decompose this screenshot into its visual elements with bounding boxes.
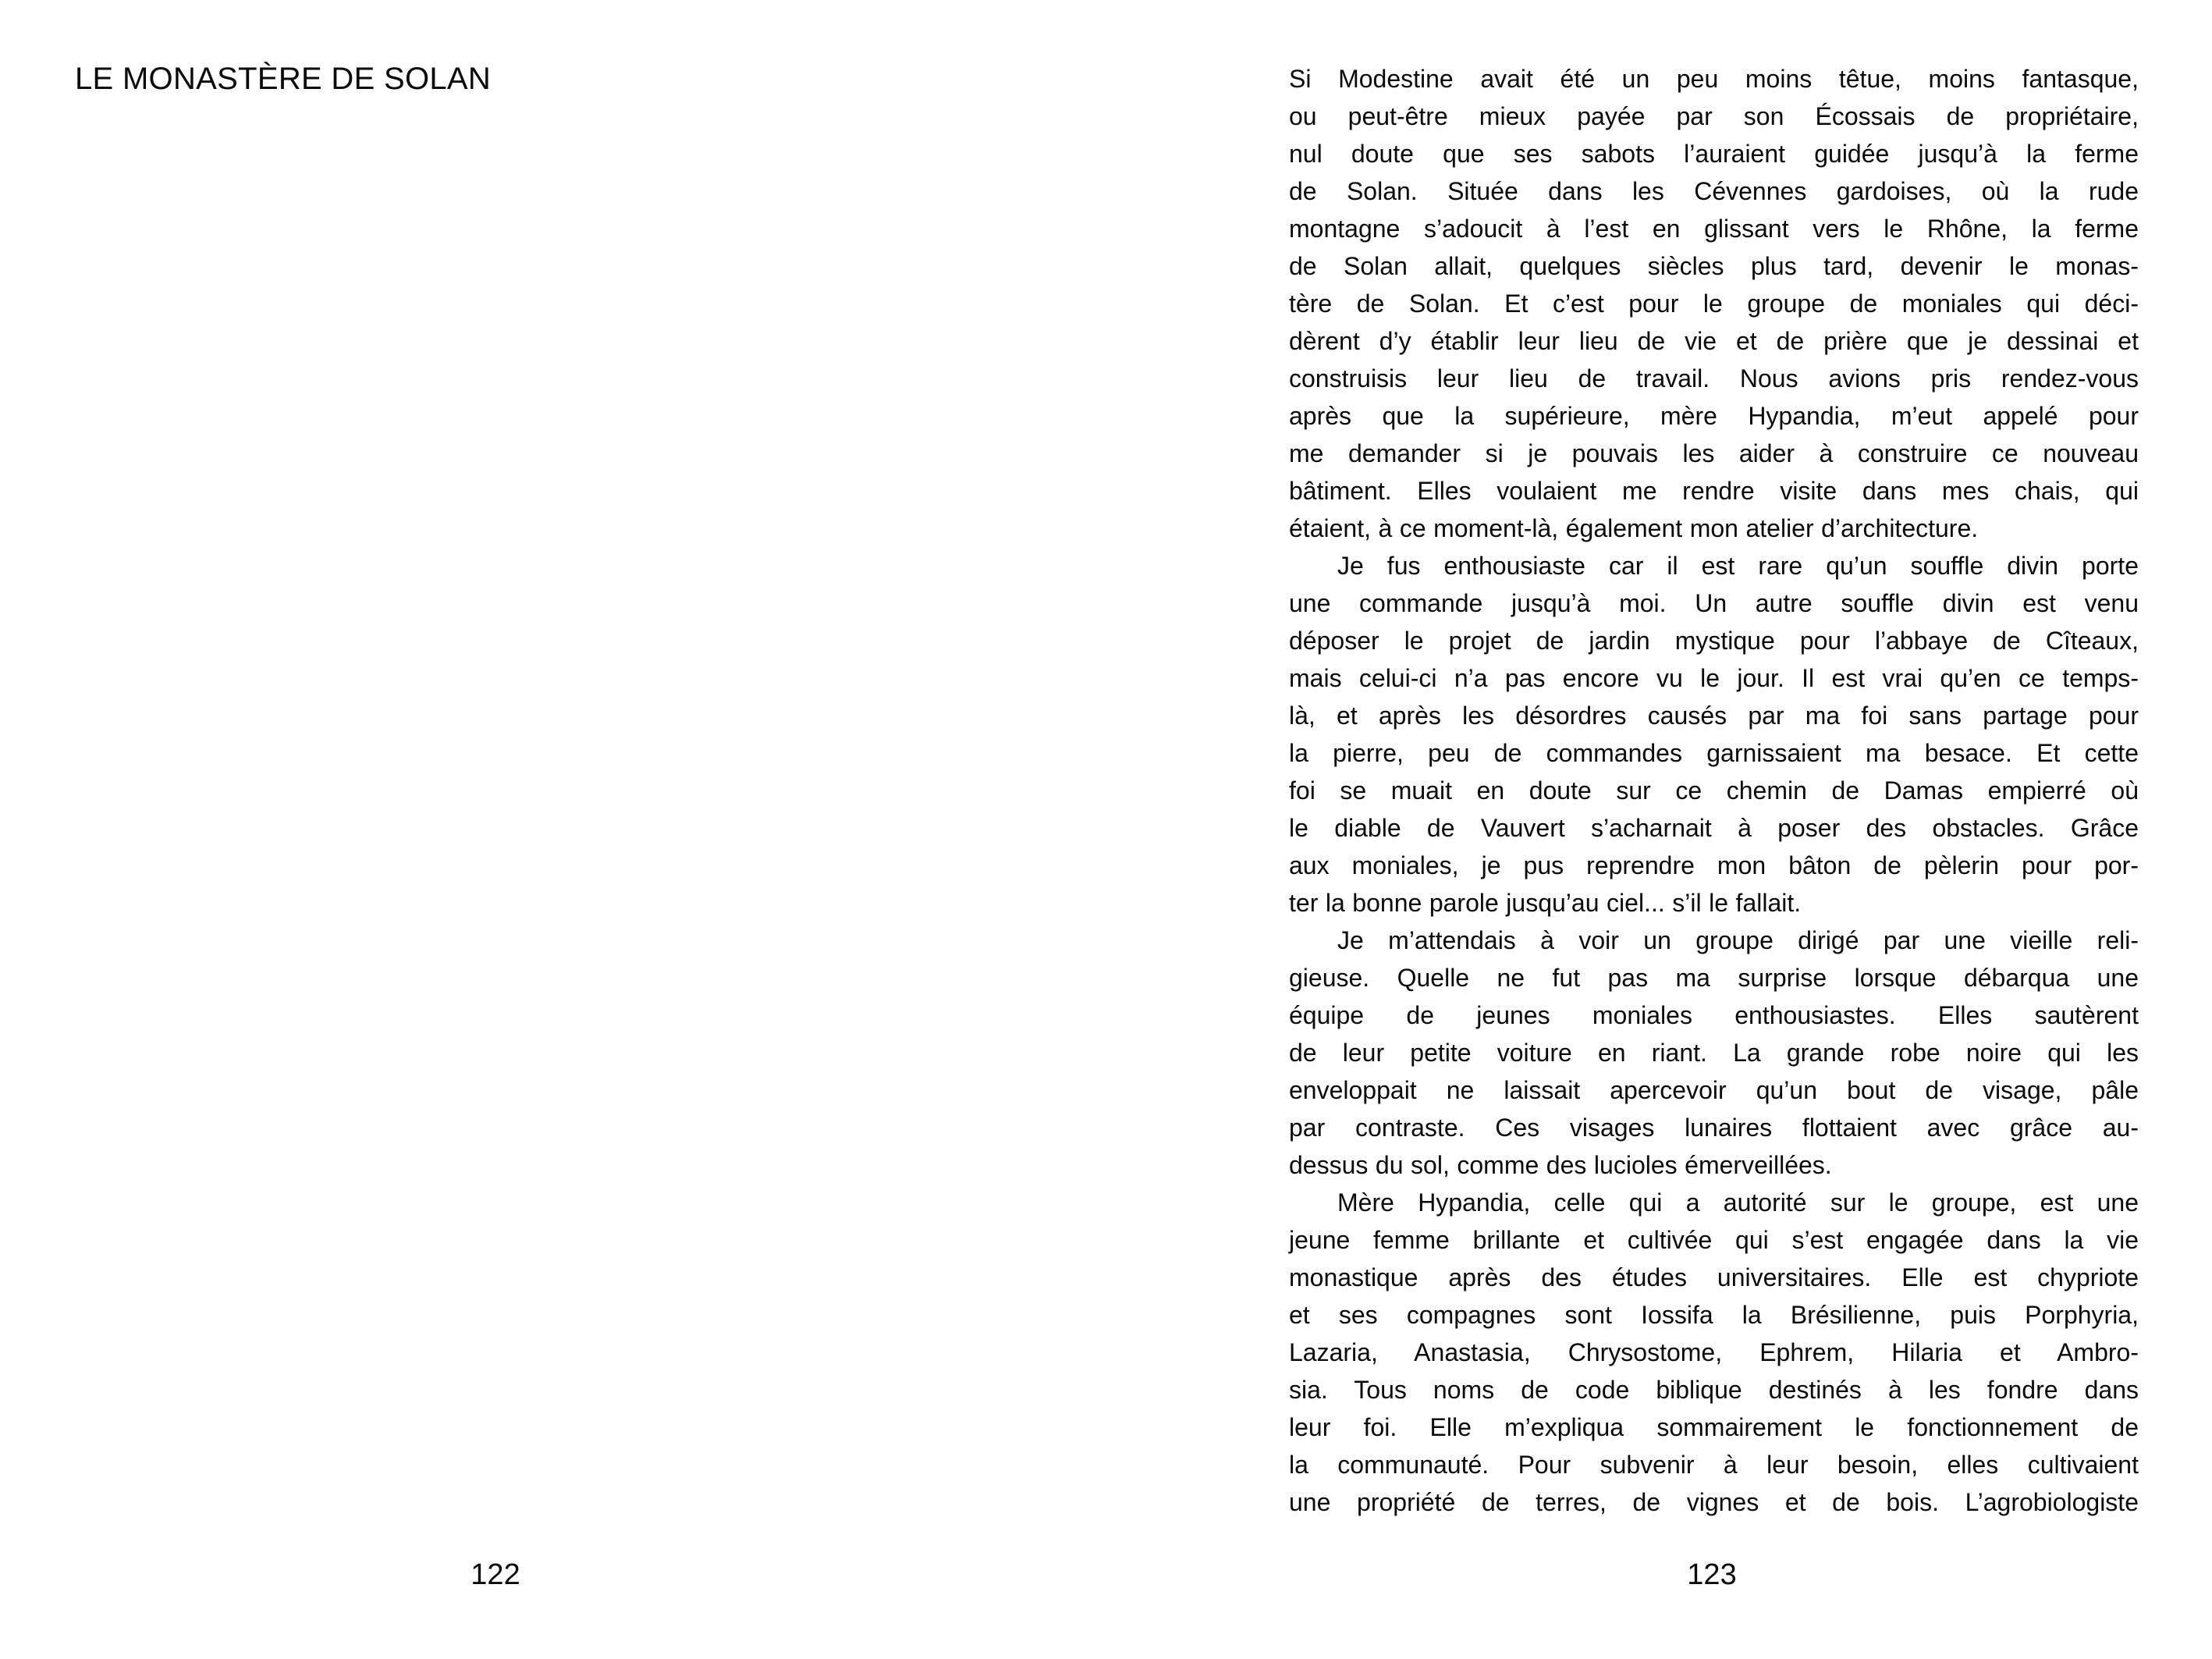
text-line: tère de Solan. Et c’est pour le groupe de moniales qui déci- — [1289, 290, 2139, 318]
text-line: gieuse. Quelle ne fut pas ma surprise lorsque débarqua une — [1289, 964, 2139, 992]
text-line: la communauté. Pour subvenir à leur besoin, elles cultivaient — [1289, 1451, 2139, 1479]
text-line: Je fus enthousiaste car il est rare qu’un souffle divin porte — [1337, 552, 2139, 580]
text-line: foi se muait en doute sur ce chemin de Damas empierré où — [1289, 776, 2139, 805]
text-line: Mère Hypandia, celle qui a autorité sur le groupe, est une — [1337, 1188, 2139, 1217]
text-line: mais celui-ci n’a pas encore vu le jour. Il est vrai qu’en ce temps- — [1289, 664, 2139, 692]
text-line: jeune femme brillante et cultivée qui s’est engagée dans la vie — [1289, 1226, 2139, 1254]
text-line: monastique après des études universitaires. Elle est chypriote — [1289, 1263, 2139, 1291]
text-line: enveloppait ne laissait apercevoir qu’un bout de visage, pâle — [1289, 1076, 2139, 1104]
body-text — [1289, 60, 2139, 1521]
page-number-left: 122 — [470, 1558, 520, 1591]
text-line: Je m’attendais à voir un groupe dirigé par une vieille reli- — [1337, 926, 2139, 954]
text-line: et ses compagnes sont Iossifa la Brésilienne, puis Porphyria, — [1289, 1301, 2139, 1329]
text-line: sia. Tous noms de code biblique destinés à les fondre dans — [1289, 1376, 2139, 1404]
text-line: là, et après les désordres causés par ma foi sans partage pour — [1289, 702, 2139, 730]
text-line: nul doute que ses sabots l’auraient guidée jusqu’à la ferme — [1289, 140, 2139, 168]
text-line: bâtiment. Elles voulaient me rendre visite dans mes chais, qui — [1289, 477, 2139, 505]
text-line: de Solan. Située dans les Cévennes gardoises, où la rude — [1289, 177, 2139, 205]
text-line: de leur petite voiture en riant. La grande robe noire qui les — [1289, 1039, 2139, 1067]
text-line: Lazaria, Anastasia, Chrysostome, Ephrem, Hilaria et Ambro- — [1289, 1338, 2139, 1366]
text-line: après que la supérieure, mère Hypandia, m’eut appelé pour — [1289, 402, 2139, 430]
text-line: de Solan allait, quelques siècles plus tard, devenir le monas- — [1289, 252, 2139, 280]
text-line: par contraste. Ces visages lunaires flottaient avec grâce au- — [1289, 1114, 2139, 1142]
text-line: ter la bonne parole jusqu’au ciel... s’il le fallait. — [1289, 889, 1802, 917]
text-line: ou peut-être mieux payée par son Écossais de propriétaire, — [1289, 102, 2139, 130]
text-line: équipe de jeunes moniales enthousiastes. Elles sautèrent — [1289, 1001, 2139, 1029]
text-line: leur foi. Elle m’expliqua sommairement le fonctionnement de — [1289, 1413, 2139, 1441]
text-line: Si Modestine avait été un peu moins têtue, moins fantasque, — [1289, 65, 2139, 93]
text-line: me demander si je pouvais les aider à construire ce nouveau — [1289, 439, 2139, 467]
text-line: une commande jusqu’à moi. Un autre souffle divin est venu — [1289, 589, 2139, 617]
text-line: aux moniales, je pus reprendre mon bâton de pèlerin pour por- — [1289, 851, 2139, 879]
chapter-title: LE MONASTÈRE DE SOLAN — [75, 62, 492, 96]
text-line: construisis leur lieu de travail. Nous avions pris rendez-vous — [1289, 364, 2139, 393]
page-number-right: 123 — [1687, 1558, 1737, 1591]
text-line: étaient, à ce moment-là, également mon atelier d’architecture. — [1289, 514, 1979, 542]
text-line: dessus du sol, comme des lucioles émerveillées. — [1289, 1151, 1832, 1179]
text-line: déposer le projet de jardin mystique pour l’abbaye de Cîteaux, — [1289, 627, 2139, 655]
page-right — [1106, 0, 2212, 1659]
text-line: le diable de Vauvert s’acharnait à poser des obstacles. Grâce — [1289, 814, 2139, 842]
text-line: une propriété de terres, de vignes et de bois. L’agrobiologiste — [1289, 1488, 2139, 1516]
text-line: montagne s’adoucit à l’est en glissant vers le Rhône, la ferme — [1289, 215, 2139, 243]
text-line: dèrent d’y établir leur lieu de vie et de prière que je dessinai et — [1289, 327, 2139, 355]
text-line: la pierre, peu de commandes garnissaient ma besace. Et cette — [1289, 739, 2139, 767]
